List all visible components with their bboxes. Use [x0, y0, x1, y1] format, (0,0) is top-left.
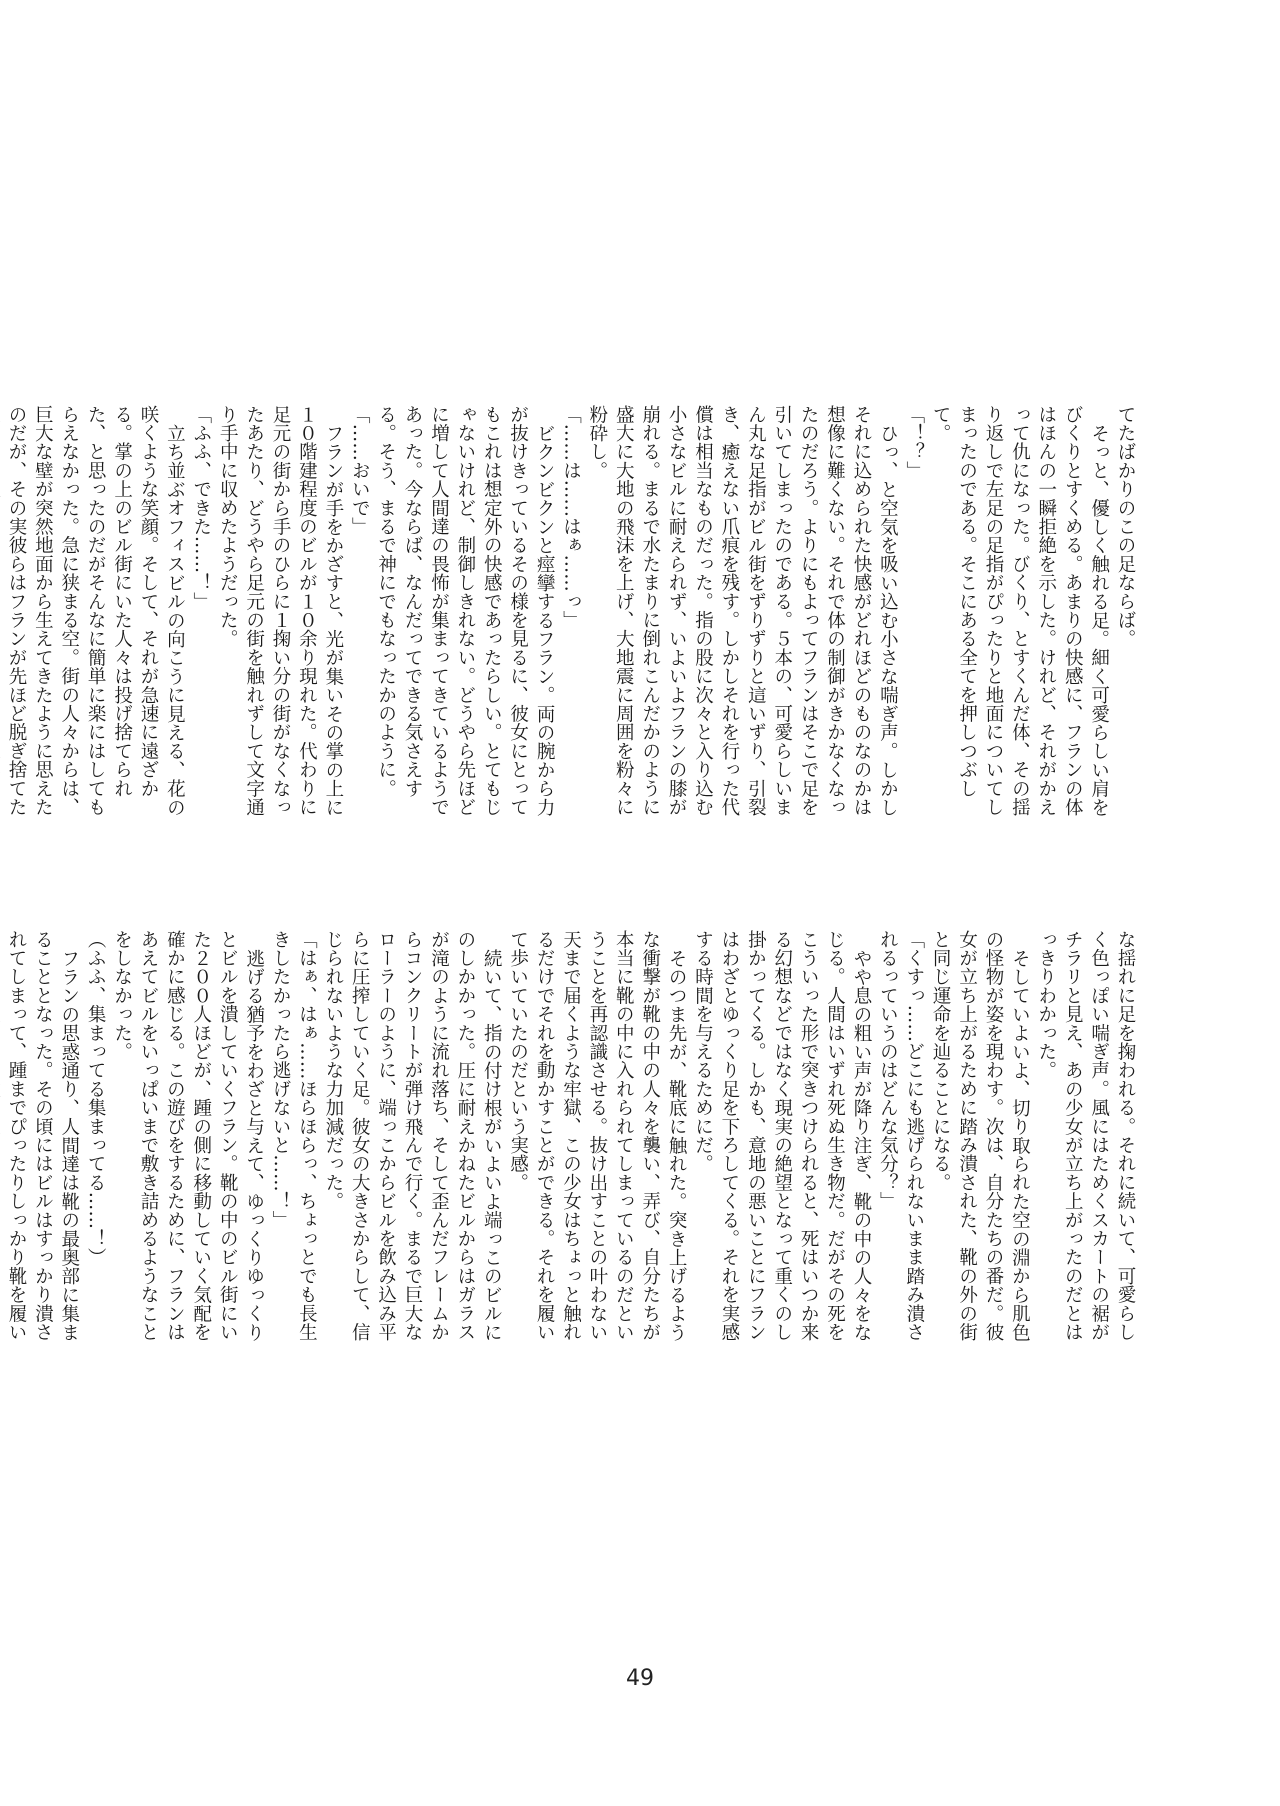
paragraph: 立ち並ぶオフィスビルの向こうに見える、花の咲くような笑顔。そして、それが急速に遠ざかる。掌の上のビル街にいた人々は投げ捨てられた、と思ったのだがそんなに簡単に楽にはしてもらえなかった。急に狭まる空。街の人々からは、巨大な壁が突然地面から生えてきたように思えたのだが、その実彼らはフランが先ほど脱ぎ捨てた	[5, 405, 186, 817]
dialogue-line: 「はぁ、はぁ……ほらほらっ、ちょっとでも長生きしたかったら逃げないと……！」	[270, 930, 318, 1342]
dialogue-line: 「……は……はぁ……っ」	[560, 405, 582, 630]
paragraph: そのつま先が、靴底に触れた。突き上げるような衝撃が靴の中の人々を襲い、弄び、自分たちが本当に靴の中に入れられてしまっているのだということを再認識させる。抜け出すことの叶わない天まで届くような牢獄、この少女はちょっと触れるだけでそれを動かすことができる。それを履いて歩いていたのだという実感。	[507, 930, 688, 1342]
paragraph: てたばかりのこの足ならば。	[1115, 405, 1136, 649]
dialogue-line: 「ふふ、できた……！」	[190, 405, 212, 611]
paragraph: そしていよいよ、切り取られた空の淵から肌色の怪物が姿を現わす。次は、自分たちの番だ。彼女が立ち上がるために踏み潰された、靴の外の街と同じ運命を辿ることになる。	[930, 930, 1031, 1342]
paragraph: やや息の粗い声が降り注ぎ、靴の中の人々をなじる。人間はいずれ死ぬ生き物だ。だがその死をこういった形で突きつけられると、死はいつか来る幻想などではなく現実の絶望となって重くのし掛かってくる。しかも、意地の悪いことにフランはわざとゆっくり足を下ろしてくる。それを実感する時間を与えるためにだ。	[692, 930, 872, 1342]
upper-text-block	[5, 405, 1138, 831]
paragraph: 逃げる猶予をわざと与えて、ゆっくりゆっくりとビルを潰していくフラン。靴の中のビル街にいた２００人ほどが、踵の側に移動していく気配を確かに感じる。この遊びをするために、フランはあえてビルをいっぱいまで敷き詰めるようなことをしなかった。	[111, 930, 265, 1342]
dialogue-line: 「！？」	[903, 405, 925, 480]
dialogue-line: 「くすっ……どこにも逃げられないまま踏み潰されるっていうのはどんな気分？」	[877, 930, 925, 1342]
paragraph: ひっ、と空気を吸い込む小さな喘ぎ声。しかしそれに込められた快感がどれほどのものなのかは想像に難くない。それで体の制御がきかなくなったのだろう。よりにもよってフランはそこで足を引いてしまったのである。５本の、可愛らしいまん丸な足指がビル街をずりずりと這いずり、引裂き、癒えない爪痕を残す。しかしそれを行った代償は相当なものだった。指の股に次々と入り込む小さなビルに耐えられず、いよいよフランの膝が崩れる。まるで水たまりに倒れこんだかのように盛大に大地の飛沫を上げ、大地震に周囲を粉々に粉砕し。	[586, 405, 899, 817]
paragraph: フランが手をかざすと、光が集いその掌の上に１０階建程度のビルが１０余り現れた。代わりに足元の街から手のひらに１掬い分の街がなくなったあたり、どうやら足元の街を触れずして文字通り手中に収めたようだった。	[217, 405, 344, 817]
page-number: 49	[626, 1666, 654, 1691]
dialogue-line: 「……おいで」	[349, 405, 371, 536]
paragraph: な揺れに足を掬われる。それに続いて、可愛らしく色っぽい喘ぎ声。風にはためくスカートの裾がチラリと見え、あの少女が立ち上がったのだとはっきりわかった。	[1035, 930, 1136, 1342]
paragraph: 続いて、指の付け根がいよいよ端っこのビルにのしかかった。圧に耐えかねたビルからはガラスが滝のように流れ落ち、そして歪んだフレームからコンクリートが弾け飛んで行く。まるで巨大なローラーのように、端っこからビルを飲み込み平らに圧搾していく足。彼女の大きさからして、信じられないような力加減だった。	[322, 930, 503, 1342]
paragraph: ビクンビクンと痙攣するフラン。両の腕から力が抜けきっているその様を見るに、彼女にとってもこれは想定外の快感であったらしい。とてもじゃないけれど、制御しきれない。どうやら先ほどに増して人間達の畏怖が集まってきているようであった。今ならば、なんだってできる気さえする。そう、まるで神にでもなったかのように。	[375, 405, 556, 817]
dialogue-line: （ふふ、集まってる集まってる……！）	[85, 930, 107, 1267]
paragraph: そっと、優しく触れる足。細く可愛らしい肩をびくりとすくめる。あまりの快感に、フランの体はほんの一瞬拒絶を示した。けれど、それがかえって仇になった。びくり、とすくんだ体、その揺り返しで左足の足指がぴったりと地面についてしまったのである。そこにある全てを押しつぶして。	[930, 405, 1110, 817]
paragraph: フランの思惑通り、人間達は靴の最奥部に集まることとなった。その頃にはビルはすっかり潰されてしまって、踵までぴったりしっかり靴を履い	[5, 930, 80, 1342]
lower-text-block	[5, 930, 1138, 1356]
